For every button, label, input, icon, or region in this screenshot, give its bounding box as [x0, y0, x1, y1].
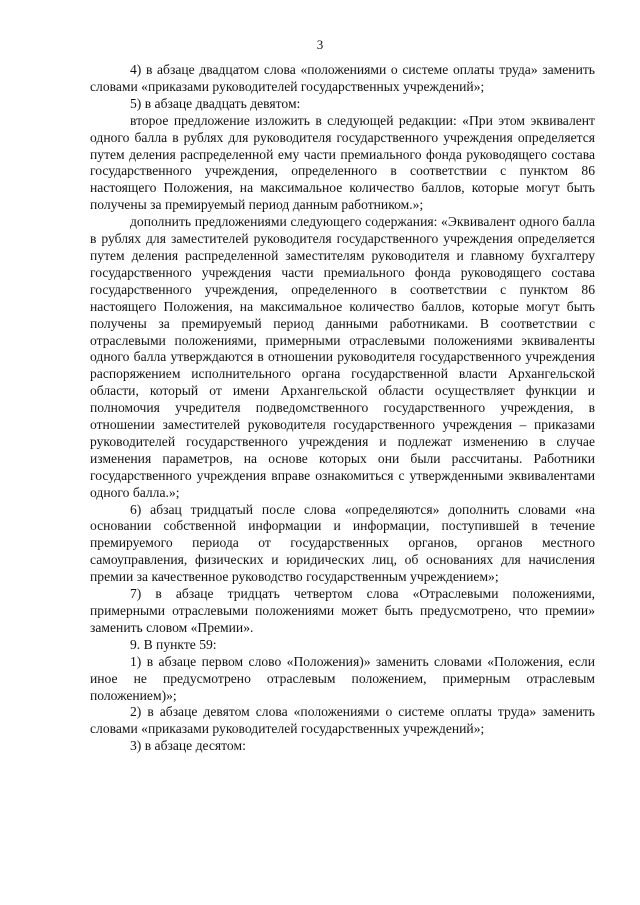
paragraph-point-9: 9. В пункте 59:: [130, 636, 217, 652]
paragraph-item-6: 6) абзац тридцатый после слова «определяются» дополнить словами «на основании собственной информации и информации, поступившей в течение премируемого периода от государственных органов, органов местного самоуправления, физических и юридических лиц, об основаниях для начисления премии за качественное руководство государственным учреждением»;: [90, 501, 595, 585]
paragraph-item-5: 5) в абзаце двадцать девятом:: [130, 95, 301, 111]
paragraph-subitem-2: 2) в абзаце девятом слова «положениями о системе оплаты труда» заменить словами «приказами руководителей государственных учреждений»;: [90, 704, 595, 737]
paragraph-subitem-3: 3) в абзаце десятом:: [130, 738, 246, 754]
paragraph-subitem-1: 1) в абзаце первом слово «Положения)» заменить словами «Положения, если иное не предусмотрено отраслевым положением, примерным отраслевым положением)»;: [90, 653, 595, 703]
paragraph-item-7: 7) в абзаце тридцать четвертом слова «Отраслевыми положениями, примерными отраслевыми положениями может быть предусмотрено, что премии» заменить словом «Премии».: [90, 586, 595, 635]
paragraph-supplement: дополнить предложениями следующего содержания: «Эквивалент одного балла в рублях для заместителей руководителя государственного учреждения определяется путем деления распределенной заместителям руководителя и главному бухгалтеру государственного учреждения части премиального фонда руководящего состава государственного учреждения, определенного в соответствии с пунктом 86 настоящего Положения, на максимальное количество баллов, которые могут быть получены за премируемый период данными работниками. В соответствии с отраслевыми положениями, примерными отраслевыми положениями эквиваленты одного балла утверждаются в отношении руководителя государственного учреждения распоряжением исполнительного органа государственной власти Архангельской области, который от имени Архангельской области осуществляет функции и полномочия учредителя подведомственного государственного учреждения, в отношении заместителей руководителя государственного учреждения – приказами руководителей государственного учреждения и подлежат изменению в случае изменения параметров, на основе которых они были рассчитаны. Работники государственного учреждения вправе ознакомиться с утвержденными эквивалентами одного балла.»;: [90, 214, 595, 500]
page-number: 3: [316, 37, 324, 52]
paragraph-second-sentence: второе предложение изложить в следующей редакции: «При этом эквивалент одного балла в рублях для руководителя государственного учреждения определяется путем деления распределенной ему части премиального фонда руководящего состава государственного учреждения, определенного в соответствии с пунктом 86 настоящего Положения, на максимальное количество баллов, которые могут быть получены за премируемый период данным работником.»;: [90, 112, 595, 213]
paragraph-item-4: 4) в абзаце двадцатом слова «положениями о системе оплаты труда» заменить словами «приказами руководителей государственных учреждений»;: [90, 62, 595, 94]
document-body: [90, 62, 595, 755]
